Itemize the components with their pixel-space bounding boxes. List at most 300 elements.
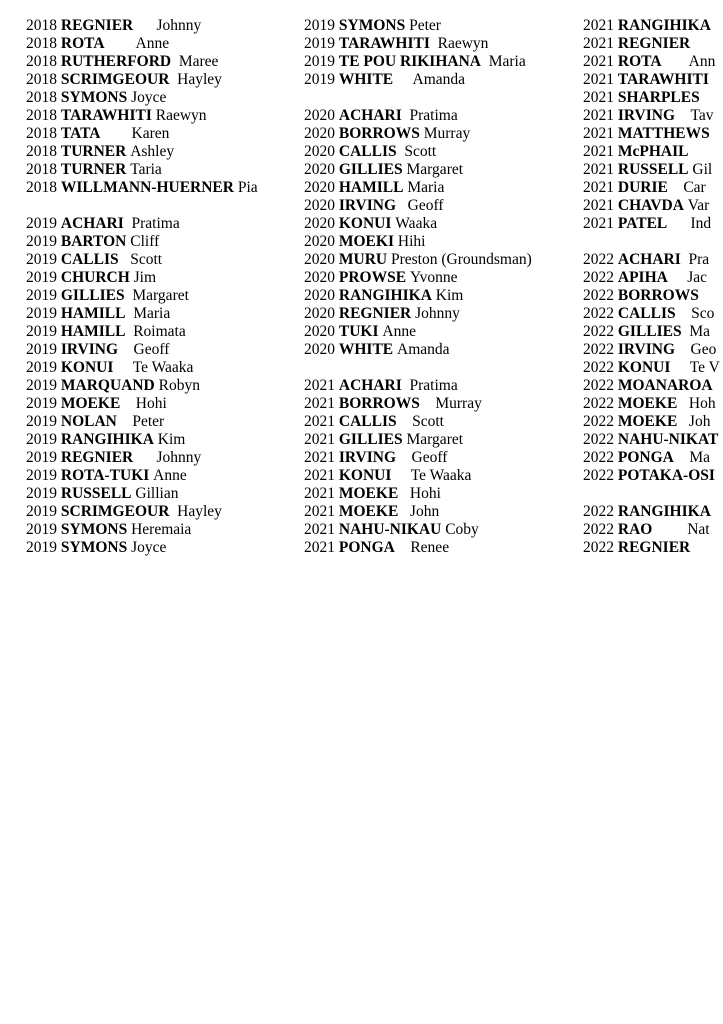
list-item [583,35,723,53]
entry-given-name: Ind [690,215,712,232]
list-item [304,449,580,467]
list-item [304,53,580,71]
entry-given-name: Robyn [158,377,200,394]
list-item [583,161,723,179]
entry-given-name: Ann [688,53,716,70]
entry-surname: ACHARI [338,107,402,124]
entry-surname: WILLMANN-HUERNER [60,179,234,196]
list-item [583,179,723,197]
entry-given-name: Var [687,197,710,214]
entry-surname: CALLIS [60,251,119,268]
entry-given-name: Car [683,179,706,196]
entry-year: 2018 [26,53,57,70]
list-item [304,485,580,503]
entry-surname: BORROWS [338,125,420,142]
list-item [583,305,723,323]
entry-given-name: Pratima [409,377,458,394]
entry-year: 2019 [304,17,335,34]
entry-year: 2018 [26,35,57,52]
entry-given-name: Margaret [406,431,464,448]
entry-surname: SHARPLES [617,89,700,106]
entry-given-name: Raewyn [437,35,489,52]
entry-surname: BORROWS [338,395,420,412]
entry-year: 2022 [583,305,614,322]
list-item [26,305,301,323]
list-item [26,17,301,35]
entry-year: 2021 [304,521,335,538]
entry-surname: ROTA [617,53,662,70]
entry-surname: CHAVDA [617,197,684,214]
list-item [583,17,723,35]
column-3 [583,17,723,557]
entry-surname: BARTON [60,233,127,250]
entry-year: 2019 [26,539,57,556]
entry-year: 2022 [583,431,614,448]
entry-surname: KONUI [617,359,671,376]
list-item [583,251,723,269]
list-item [304,287,580,305]
list-item [583,143,723,161]
list-item [304,143,580,161]
list-item [583,359,723,377]
entry-given-name: Johnny [156,17,202,34]
entry-year: 2021 [583,71,614,88]
entry-given-name: Maria [488,53,526,70]
list-item [583,269,723,287]
entry-surname: McPHAIL [617,143,689,160]
entry-given-name: Preston (Groundsman) [390,251,532,268]
entry-surname: POTAKA-OSI [617,467,715,484]
entry-year: 2020 [304,161,335,178]
entry-surname: BORROWS [617,287,699,304]
entry-given-name: Nat [687,521,710,538]
entry-given-name: Scott [130,251,163,268]
entry-given-name: Murray [423,125,471,142]
entry-year: 2020 [304,215,335,232]
entry-year: 2018 [26,17,57,34]
entry-surname: CALLIS [338,143,397,160]
entry-given-name: Hayley [177,503,222,520]
list-item [304,35,580,53]
entry-year: 2020 [304,233,335,250]
entry-given-name: Johnny [156,449,202,466]
entry-year: 2022 [583,287,614,304]
entry-given-name: Ma [689,323,711,340]
entry-year: 2020 [304,197,335,214]
entry-year: 2019 [26,323,57,340]
entry-year: 2020 [304,107,335,124]
entry-surname: RANGIHIKA [60,431,154,448]
entry-year: 2022 [583,269,614,286]
list-item [26,359,301,377]
entry-given-name: Coby [445,521,479,538]
list-item [583,539,723,557]
list-item [583,449,723,467]
entry-surname: CALLIS [617,305,676,322]
entry-surname: REGNIER [60,449,134,466]
list-item [304,215,580,233]
entry-year: 2021 [583,35,614,52]
entry-year: 2022 [583,449,614,466]
entry-year: 2021 [304,449,335,466]
column-2 [304,17,580,557]
entry-year: 2019 [26,377,57,394]
list-item [583,413,723,431]
entry-surname: TARAWHITI [60,107,152,124]
entry-given-name: Renee [410,539,450,556]
list-item [26,323,301,341]
spacer [583,485,723,503]
entry-surname: NAHU-NIKAT [617,431,719,448]
entry-year: 2022 [583,539,614,556]
entry-given-name: Johnny [415,305,460,322]
list-item [26,467,301,485]
list-item [304,323,580,341]
entry-year: 2021 [583,53,614,70]
entry-year: 2019 [26,287,57,304]
entry-surname: REGNIER [60,17,134,34]
list-item [583,467,723,485]
entry-given-name: Peter [132,413,165,430]
list-item [304,467,580,485]
entry-year: 2018 [26,71,57,88]
entry-surname: HAMILL [338,179,404,196]
entry-given-name: Peter [409,17,441,34]
entry-given-name: Pratima [131,215,180,232]
list-item [304,17,580,35]
entry-year: 2021 [583,125,614,142]
list-item [26,431,301,449]
entry-year: 2021 [304,431,335,448]
entry-given-name: Joh [688,413,711,430]
entry-year: 2021 [583,17,614,34]
entry-given-name: Margaret [406,161,464,178]
entry-given-name: Geoff [407,197,444,214]
entry-surname: PATEL [617,215,668,232]
entry-surname: MOANAROA [617,377,713,394]
entry-surname: RAO [617,521,653,538]
entry-year: 2021 [583,143,614,160]
entry-surname: GILLIES [338,431,403,448]
entry-given-name: Joyce [131,89,167,106]
entry-surname: MOEKE [617,413,678,430]
list-item [583,197,723,215]
entry-year: 2019 [26,395,57,412]
entry-given-name: Roimata [133,323,186,340]
list-item [26,71,301,89]
entry-given-name: Pra [688,251,710,268]
entry-year: 2021 [583,89,614,106]
entry-year: 2022 [583,413,614,430]
entry-surname: GILLIES [617,323,682,340]
entry-given-name: Geoff [133,341,170,358]
entry-given-name: Margaret [132,287,189,304]
entry-given-name: Ashley [130,143,175,160]
list-item [583,287,723,305]
entry-year: 2022 [583,521,614,538]
list-item [583,377,723,395]
list-item [583,341,723,359]
list-item [583,71,723,89]
entry-surname: SCRIMGEOUR [60,71,170,88]
list-item [304,377,580,395]
entry-given-name: Pia [237,179,258,196]
list-item [304,107,580,125]
list-item [26,53,301,71]
entry-year: 2020 [304,341,335,358]
list-item [26,377,301,395]
entry-year: 2018 [26,89,57,106]
entry-given-name: Te V [689,359,720,376]
entry-given-name: John [409,503,440,520]
entry-surname: REGNIER [338,305,412,322]
entry-given-name: Yvonne [409,269,458,286]
entry-surname: IRVING [338,197,397,214]
entry-surname: ACHARI [60,215,124,232]
list-item [26,251,301,269]
list-item [26,125,301,143]
entry-surname: TATA [60,125,101,142]
entry-surname: RANGIHIKA [617,17,711,34]
entry-surname: PROWSE [338,269,407,286]
entry-given-name: Waaka [395,215,438,232]
entry-year: 2021 [304,395,335,412]
entry-surname: NAHU-NIKAU [338,521,442,538]
entry-year: 2021 [304,413,335,430]
entry-given-name: Hihi [397,233,426,250]
entry-year: 2019 [26,485,57,502]
entry-given-name: Karen [131,125,170,142]
list-item [304,305,580,323]
list-item [583,503,723,521]
entry-given-name: Cliff [130,233,160,250]
entry-given-name: Kim [157,431,186,448]
entry-given-name: Maree [178,53,219,70]
entry-surname: RANGIHIKA [617,503,711,520]
entry-year: 2019 [26,503,57,520]
entry-surname: WHITE [338,71,394,88]
spacer [304,359,580,377]
entry-given-name: Amanda [397,341,450,358]
entry-surname: MARQUAND [60,377,155,394]
list-item [583,89,723,107]
entry-year: 2022 [583,251,614,268]
entry-given-name: Anne [382,323,416,340]
entry-year: 2020 [304,251,335,268]
list-item [304,521,580,539]
entry-surname: HAMILL [60,305,126,322]
entry-surname: NOLAN [60,413,117,430]
entry-given-name: Maria [407,179,445,196]
list-item [304,71,580,89]
list-item [304,395,580,413]
entry-surname: IRVING [617,107,676,124]
entry-surname: KONUI [338,215,392,232]
entry-year: 2021 [583,197,614,214]
entry-year: 2022 [583,341,614,358]
list-item [583,323,723,341]
entry-given-name: Hohi [409,485,441,502]
list-item [304,179,580,197]
list-item [304,251,580,269]
entry-year: 2019 [26,233,57,250]
entry-given-name: Hohi [135,395,167,412]
entry-surname: SYMONS [60,521,128,538]
entry-year: 2022 [583,503,614,520]
list-item [304,539,580,557]
entry-year: 2020 [304,179,335,196]
list-item [583,125,723,143]
entry-surname: DURIE [617,179,668,196]
entry-year: 2020 [304,287,335,304]
entry-surname: SYMONS [60,539,128,556]
entry-given-name: Anne [153,467,187,484]
entry-surname: MOEKI [338,233,394,250]
entry-year: 2021 [583,161,614,178]
entry-surname: SCRIMGEOUR [60,503,170,520]
list-item [26,413,301,431]
entry-year: 2020 [304,143,335,160]
entry-surname: RANGIHIKA [338,287,432,304]
entry-surname: MURU [338,251,388,268]
entry-year: 2019 [26,305,57,322]
spacer [583,233,723,251]
list-item [26,89,301,107]
entry-surname: RUSSELL [617,161,689,178]
entry-surname: CALLIS [338,413,397,430]
entry-surname: APIHA [617,269,668,286]
entry-year: 2019 [26,269,57,286]
list-item [583,395,723,413]
entry-surname: HAMILL [60,323,126,340]
list-item [26,395,301,413]
list-item [26,35,301,53]
list-item [26,215,301,233]
entry-year: 2018 [26,107,57,124]
entry-surname: MOEKE [338,503,399,520]
list-item [26,161,301,179]
entry-year: 2019 [26,431,57,448]
entry-surname: RUTHERFORD [60,53,172,70]
list-item [26,107,301,125]
list-item [26,539,301,557]
entry-year: 2020 [304,125,335,142]
list-item [304,413,580,431]
entry-year: 2021 [583,215,614,232]
entry-year: 2019 [26,449,57,466]
entry-year: 2020 [304,323,335,340]
entry-surname: GILLIES [338,161,403,178]
entry-given-name: Scott [412,413,444,430]
entry-year: 2019 [26,359,57,376]
entry-year: 2021 [304,377,335,394]
list-item [26,143,301,161]
entry-year: 2019 [26,341,57,358]
list-item [26,341,301,359]
list-item [304,161,580,179]
entry-surname: PONGA [617,449,674,466]
entry-given-name: Heremaia [131,521,192,538]
entry-surname: TARAWHITI [617,71,709,88]
entry-given-name: Jim [133,269,157,286]
entry-year: 2021 [304,503,335,520]
entry-surname: MOEKE [60,395,121,412]
entry-surname: TURNER [60,161,127,178]
entry-given-name: Te Waaka [132,359,194,376]
entry-surname: MOEKE [338,485,399,502]
entry-year: 2022 [583,467,614,484]
entry-given-name: Maria [133,305,171,322]
list-item [583,521,723,539]
entry-surname: KONUI [60,359,114,376]
entry-given-name: Joyce [131,539,167,556]
entry-year: 2018 [26,179,57,196]
list-item [583,53,723,71]
entry-year: 2019 [26,467,57,484]
entry-surname: KONUI [338,467,392,484]
entry-given-name: Geo [690,341,717,358]
entry-year: 2019 [26,215,57,232]
list-item [304,125,580,143]
entry-surname: MATTHEWS [617,125,710,142]
entry-surname: ROTA-TUKI [60,467,150,484]
entry-surname: ROTA [60,35,105,52]
entry-given-name: Hoh [688,395,716,412]
entry-surname: PONGA [338,539,395,556]
entry-year: 2019 [26,521,57,538]
entry-surname: IRVING [60,341,119,358]
entry-given-name: Kim [435,287,464,304]
entry-surname: TE POU RIKIHANA [338,53,481,70]
entry-year: 2019 [304,53,335,70]
entry-surname: CHURCH [60,269,130,286]
entry-surname: RUSSELL [60,485,132,502]
entry-year: 2022 [583,377,614,394]
entry-given-name: Scott [404,143,437,160]
entry-given-name: Sco [691,305,715,322]
entry-given-name: Te Waaka [410,467,472,484]
entry-surname: IRVING [617,341,676,358]
entry-surname: GILLIES [60,287,125,304]
list-item [304,431,580,449]
entry-surname: TURNER [60,143,127,160]
entry-given-name: Gil [692,161,713,178]
list-item [304,233,580,251]
list-item [304,503,580,521]
entry-given-name: Jac [687,269,707,286]
entry-given-name: Pratima [409,107,458,124]
list-item [304,269,580,287]
entry-year: 2022 [583,359,614,376]
entry-year: 2021 [583,179,614,196]
entry-surname: TARAWHITI [338,35,430,52]
spacer [304,89,580,107]
entry-given-name: Tav [690,107,714,124]
entry-given-name: Geoff [411,449,448,466]
entry-given-name: Gillian [135,485,179,502]
entry-given-name: Raewyn [155,107,207,124]
list-item [26,503,301,521]
entry-surname: WHITE [338,341,394,358]
list-item [26,287,301,305]
list-item [26,485,301,503]
entry-year: 2019 [304,35,335,52]
entry-surname: SYMONS [338,17,406,34]
list-item [304,341,580,359]
entry-given-name: Amanda [412,71,466,88]
spacer [26,197,301,215]
entry-year: 2019 [26,251,57,268]
